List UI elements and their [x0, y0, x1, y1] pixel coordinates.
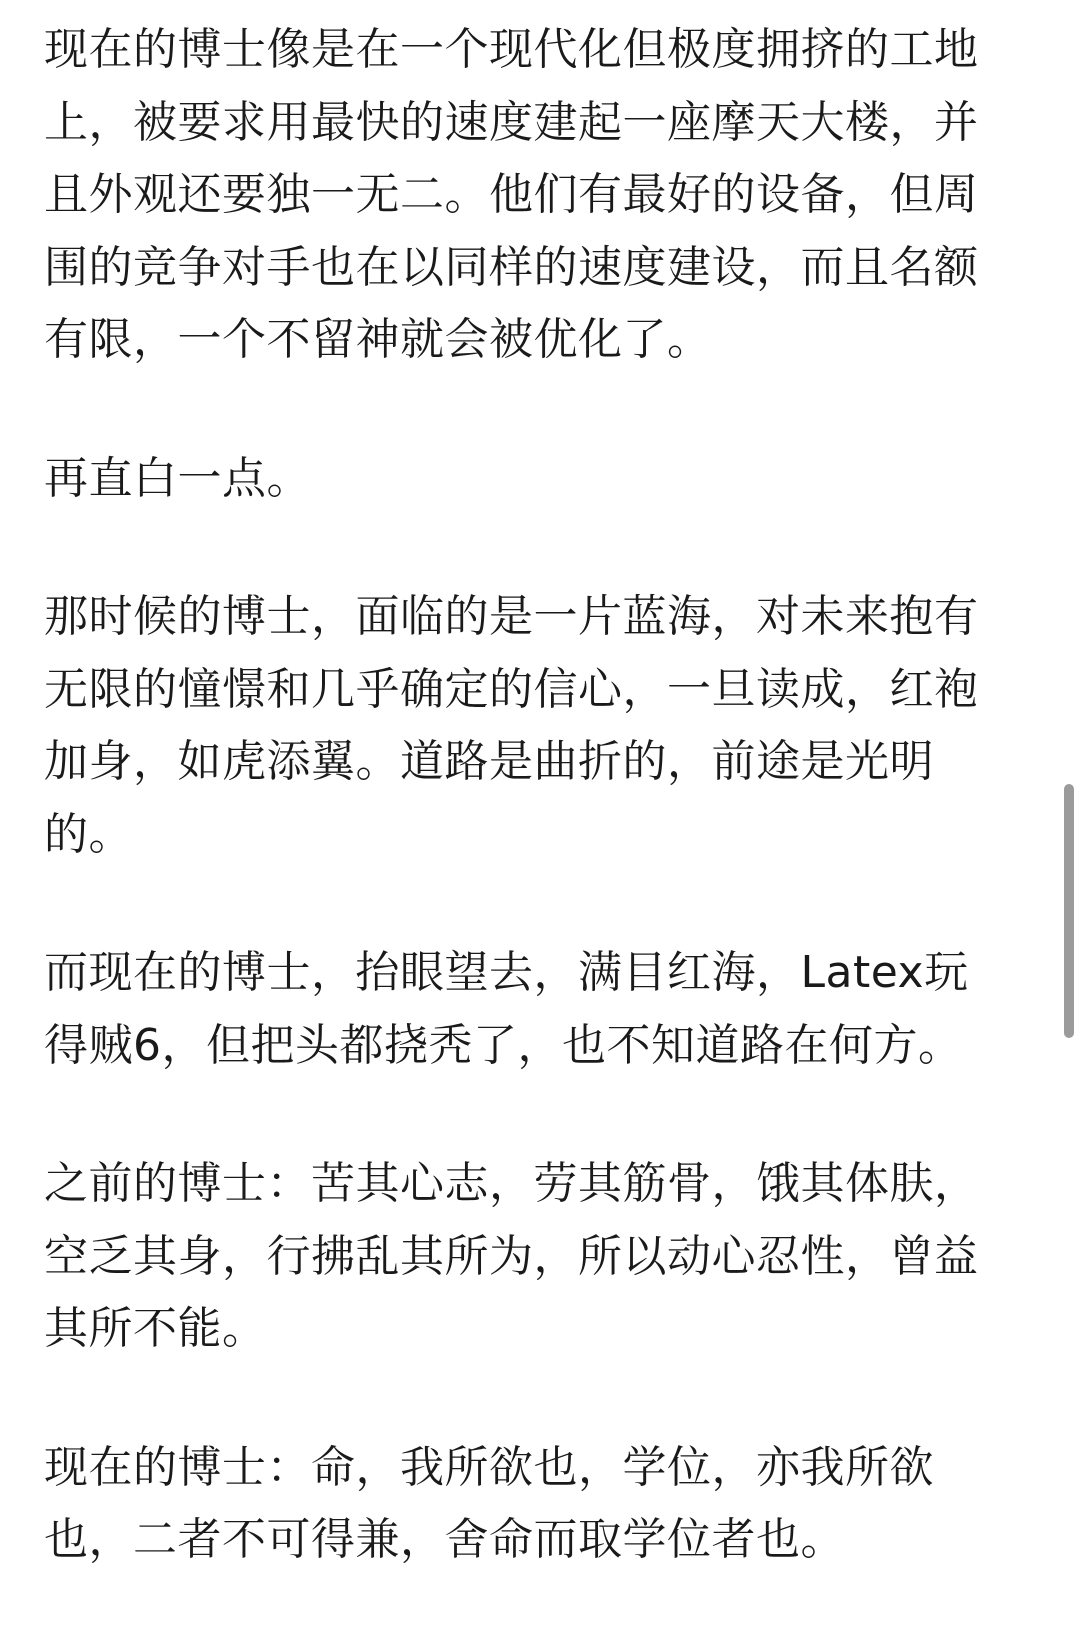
paragraph-5: 之前的博士：苦其心志，劳其筋骨，饿其体肤， 空乏其身，行拂乱其所为，所以动心忍性，曾益 其所不能。 [44, 1158, 979, 1354]
paragraph-4: 而现在的博士，抬眼望去，满目红海，Latex玩 得贼6，但把头都挠秃了，也不知道路在何方。 [44, 947, 969, 1071]
vertical-scrollbar[interactable] [1064, 784, 1074, 1038]
paragraph-6: 现在的博士：命，我所欲也，学位，亦我所欲 也，二者不可得兼，舍命而取学位者也。 [44, 1441, 934, 1565]
paragraph-2: 再直白一点。 [44, 452, 311, 504]
article-body [44, 14, 1044, 1577]
paragraph-1: 现在的博士像是在一个现代化但极度拥挤的工地 上，被要求用最快的速度建起一座摩天大楼，并 且外观还要独一无二。他们有最好的设备，但周 围的竞争对手也在以同样的速度建设，而且名额 有限，一个不留神就会被优化了。 [44, 24, 979, 365]
paragraph-3: 那时候的博士，面临的是一片蓝海，对未来抱有 无限的憧憬和几乎确定的信心，一旦读成，红袍 加身，如虎添翼。道路是曲折的，前途是光明 的。 [44, 591, 979, 860]
